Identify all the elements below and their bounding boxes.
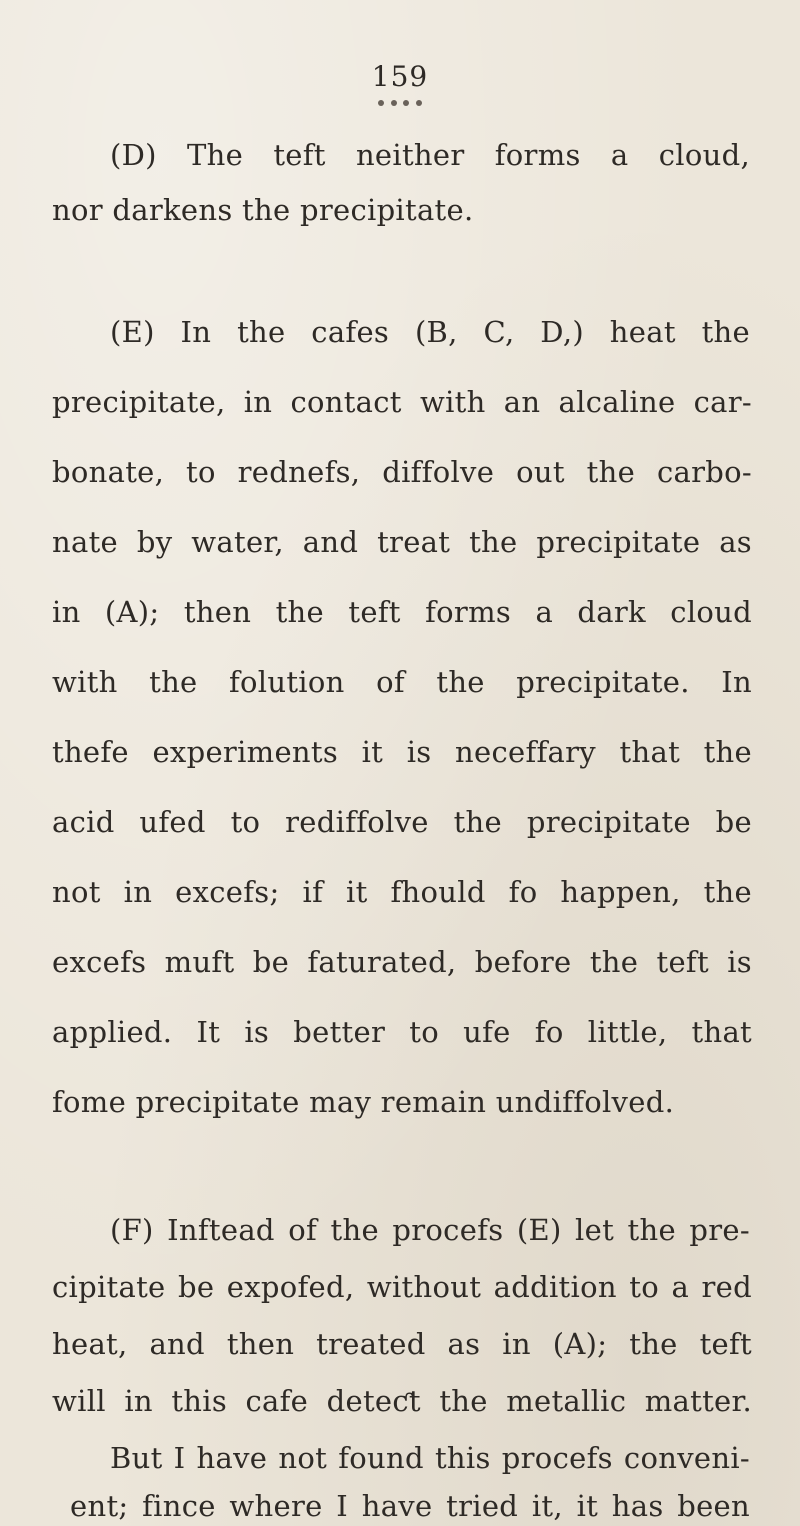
paragraph-e-line-11: applied. It is better to ufe fo little, that [52,1015,752,1049]
paragraph-d-line-1: (D) The teft neither forms a cloud, [110,138,750,172]
paragraph-e-line-8: acid ufed to rediffolve the precipitate be [52,805,752,839]
paragraph-e-line-9: not in excefs; if it fhould fo happen, the [52,875,752,909]
paragraph-f-line-4: will in this cafe deteƈt the metallic matter. [52,1384,752,1418]
paragraph-f-line-3: heat, and then treated as in (A); the teft [52,1327,752,1361]
paragraph-e-line-3: bonate, to rednefs, diffolve out the carbo- [52,455,752,489]
paragraph-f-line-6: ent; fince where I have tried it, it has been [70,1489,750,1523]
paragraph-e-line-5: in (A); then the teft forms a dark cloud [52,595,752,629]
paragraph-e-line-4: nate by water, and treat the precipitate as [52,525,752,559]
page-number: 159 [371,60,429,93]
paragraph-e-line-12: fome precipitate may remain undiffolved. [52,1085,675,1119]
paragraph-e-line-10: excefs muft be faturated, before the teft is [52,945,752,979]
paragraph-d-line-2: nor darkens the precipitate. [52,193,474,227]
paragraph-f-line-1: (F) Inftead of the procefs (E) let the pre- [110,1213,750,1247]
paragraph-e-line-2: precipitate, in contact with an alcaline car- [52,385,752,419]
paragraph-f-line-2: cipitate be expofed, without addition to a red [52,1270,752,1304]
paragraph-f-line-5: But I have not found this procefs conveni- [110,1441,750,1475]
paragraph-e-line-1: (E) In the cafes (B, C, D,) heat the [110,315,750,349]
paragraph-e-line-6: with the folution of the precipitate. In [52,665,752,699]
page-number-ornament [378,98,422,108]
paragraph-e-line-7: thefe experiments it is neceffary that the [52,735,752,769]
